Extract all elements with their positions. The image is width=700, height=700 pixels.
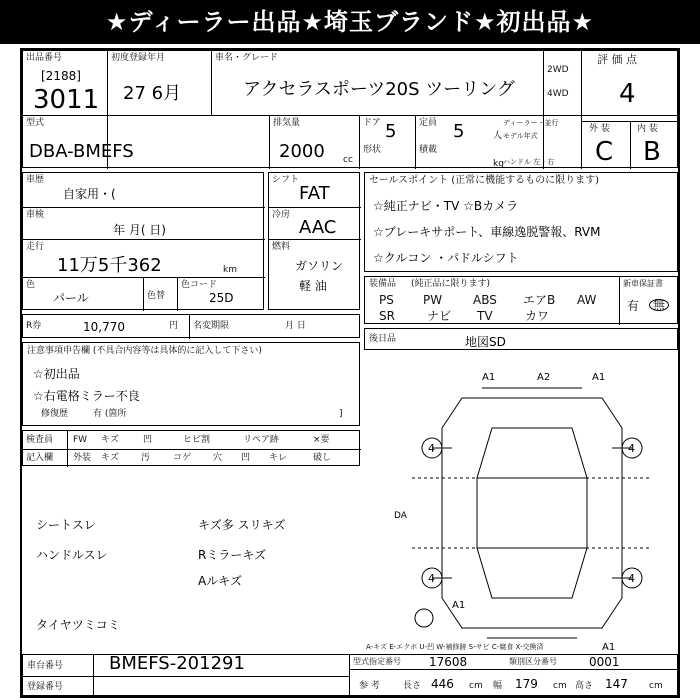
repair-close: ] — [339, 409, 343, 419]
inspect-value: 年 月( 日) — [113, 223, 166, 237]
rear-value: 地図SD — [465, 335, 506, 349]
banner-title: ★ディーラー出品★埼玉ブランド★初出品★ — [0, 0, 700, 44]
shift-label: シフト — [272, 175, 300, 185]
notes-line: ☆右電格ミラー不良 — [33, 389, 140, 403]
model-year-label: モデル年式 — [503, 132, 538, 140]
inspector-r2: コゲ — [173, 453, 192, 463]
equip-label: 装備品 — [369, 279, 397, 289]
mark-4: 4 — [428, 442, 435, 455]
inspector-r1: キズ — [101, 435, 119, 445]
notes-box — [22, 342, 360, 426]
dealer-label: ディーラー・並行 — [503, 119, 559, 127]
equip-aw: AW — [577, 293, 597, 307]
colorcode-value: 25D — [209, 291, 234, 305]
mark-a1: A1 — [602, 642, 616, 653]
score-value: 4 — [619, 79, 636, 109]
name-change-label: 名変期限 — [193, 321, 230, 331]
recycle-label: R券 — [26, 321, 42, 331]
load-unit: kg — [493, 159, 504, 169]
equip-ps: PS — [379, 293, 394, 307]
inspector-box — [22, 430, 360, 466]
inspector-r1: ヒビ割 — [183, 435, 211, 445]
height-label: 高さ — [575, 681, 594, 691]
width-value: 179 — [515, 677, 538, 691]
cap-unit: 人 — [493, 131, 503, 141]
name-label: 車名・グレード — [215, 53, 279, 63]
cc-value: 2000 — [279, 141, 325, 162]
drive-4wd: 4WD — [547, 89, 569, 99]
equip-navi: ナビ — [427, 309, 452, 323]
mark-4: 4 — [628, 572, 635, 585]
mark-a1: A1 — [452, 600, 466, 611]
sales-line: ☆ブレーキサポート、車線逸脱警報、RVM — [373, 225, 601, 239]
name-value: アクセラスポーツ20S ツーリング — [243, 79, 515, 100]
info-left — [22, 172, 264, 310]
mark-4: 4 — [628, 442, 635, 455]
len-value: 446 — [431, 677, 454, 691]
inspector-r2: 穴 — [213, 453, 223, 463]
auction-sheet — [20, 48, 680, 698]
km-value: 11万5千362 — [57, 255, 162, 276]
ac-label: 冷房 — [272, 210, 291, 220]
rear-label: 後日品 — [369, 334, 397, 344]
equip-sub: (純正品に限ります) — [411, 279, 491, 289]
inspector-label: 検査員 — [26, 435, 54, 445]
cap-value: 5 — [453, 121, 465, 142]
shape-label: 形状 — [363, 145, 382, 155]
reg-value: 27 6月 — [123, 83, 182, 104]
remark-right: Aルキズ — [198, 574, 242, 588]
chassis-label: 車台番号 — [27, 661, 64, 671]
doors-label: ドア — [363, 118, 381, 128]
ext-label: 外 装 — [589, 124, 610, 134]
fuel-light: 軽 油 — [299, 279, 327, 293]
equip-airbag: エアB — [523, 293, 556, 307]
footer-box — [22, 654, 678, 696]
ac-value: AAC — [299, 217, 337, 238]
mark-a1: A1 — [592, 372, 606, 383]
sales-line: ☆純正ナビ・TV ☆Bカメラ — [373, 199, 519, 213]
mark-a1: A1 — [482, 372, 496, 383]
cap-label: 定員 — [419, 118, 438, 128]
inspector-r1: ×要 — [313, 435, 330, 445]
drive-2wd: 2WD — [547, 65, 569, 75]
remark-right: キズ多 スリキズ — [198, 518, 286, 532]
inspector-r2: 凹 — [241, 453, 251, 463]
km-unit: km — [223, 265, 237, 275]
repair-label: 修復歴 — [41, 409, 69, 419]
inspector-r2: キズ — [101, 453, 119, 463]
fuel-label: 燃料 — [272, 242, 291, 252]
recycle-unit: 円 — [169, 321, 179, 331]
model-label: 型式 — [26, 118, 45, 128]
new-yes: 有 — [627, 299, 640, 313]
lot-label: 出品番号 — [26, 53, 63, 63]
type-label: 型式指定番号 — [353, 657, 401, 666]
mark-4: 4 — [428, 572, 435, 585]
sales-title: セールスポイント (正常に機能するものに限ります) — [369, 175, 600, 186]
rear-box — [364, 328, 678, 350]
color-value: パール — [53, 291, 89, 305]
inspector-r1: リペア跡 — [243, 435, 279, 445]
equip-abs: ABS — [473, 293, 497, 307]
width-label: 幅 — [493, 681, 503, 691]
diagram-legend: A-キズ E-エクボ U-凹 W-補修跡 S-サビ C-腐食 X-交換済 — [366, 643, 544, 651]
equip-box — [364, 276, 678, 324]
equip-sr: SR — [379, 309, 395, 323]
repair-value: 有 (箇所 — [93, 409, 127, 419]
remark-left: ハンドルスレ — [36, 548, 108, 562]
remark-left: タイヤツミコミ — [36, 618, 120, 632]
mark-a2: A2 — [537, 372, 551, 383]
fuel-gas: ガソリン — [295, 259, 344, 273]
height-value: 147 — [605, 677, 628, 691]
notes-line: ☆初出品 — [33, 367, 80, 381]
lot-number: 3011 — [33, 85, 100, 115]
colorno-label: 色替 — [147, 291, 166, 301]
reg-label: 初度登録年月 — [111, 53, 166, 63]
len-unit: cm — [469, 681, 483, 691]
load-label: 積載 — [419, 145, 438, 155]
class-value: 0001 — [589, 655, 620, 669]
shift-value: FAT — [299, 183, 330, 204]
model-value: DBA-BMEFS — [29, 141, 134, 162]
ref-label: 参 考 — [359, 681, 380, 691]
ext-value: C — [595, 137, 614, 167]
inspector-r2: キレ — [269, 453, 287, 463]
mark-da: DA — [394, 511, 407, 521]
cc-label: 排気量 — [273, 118, 301, 128]
sales-line: ☆クルコン ・パドルシフト — [373, 251, 519, 265]
handle-label: ハンドル 左・右 — [503, 158, 555, 166]
reg-label: 登録番号 — [27, 682, 64, 692]
inspect-label: 車検 — [26, 210, 45, 220]
car-diagram — [392, 368, 672, 658]
remark-left: シートスレ — [36, 518, 96, 532]
colorcode-label: 色コード — [181, 280, 218, 290]
info-mid — [268, 172, 360, 310]
width-unit: cm — [553, 681, 567, 691]
type-value: 17608 — [429, 655, 468, 669]
use-value: 自家用・( — [63, 187, 116, 201]
doors-value: 5 — [385, 121, 397, 142]
header-box — [22, 50, 678, 168]
equip-tv: TV — [477, 309, 493, 323]
notes-title: 注意事項申告欄 (不具合内容等は具体的に記入して下さい) — [27, 346, 262, 356]
new-label: 新車保証書 — [623, 279, 663, 288]
height-unit: cm — [649, 681, 663, 691]
inspector-r2: 破し — [313, 453, 332, 463]
int-label: 内 装 — [637, 124, 658, 134]
km-label: 走行 — [26, 242, 45, 252]
inspector-r2: 汚 — [141, 453, 151, 463]
recycle-box — [22, 314, 360, 338]
sales-box — [364, 172, 678, 272]
color-label: 色 — [26, 280, 36, 290]
inspector-ext: 外装 — [73, 453, 92, 463]
new-no: 無 — [649, 299, 669, 311]
inspector-r1: 凹 — [143, 435, 153, 445]
use-label: 車歴 — [26, 175, 45, 185]
int-value: B — [643, 137, 661, 167]
equip-pw: PW — [423, 293, 443, 307]
score-label: 評 価 点 — [597, 53, 637, 66]
equip-leather: カワ — [525, 309, 550, 323]
class-label: 類別区分番号 — [509, 657, 557, 666]
chassis-value: BMEFS-201291 — [109, 653, 245, 674]
lot-sub: [2188] — [41, 69, 81, 83]
name-change-value: 月 日 — [285, 321, 306, 331]
inspector-fw: FW — [73, 435, 88, 445]
cc-unit: cc — [343, 155, 353, 165]
inspector-label2: 記入欄 — [26, 453, 54, 463]
len-label: 長さ — [403, 681, 422, 691]
recycle-value: 10,770 — [83, 320, 125, 334]
remark-right: Rミラーキズ — [198, 548, 267, 562]
